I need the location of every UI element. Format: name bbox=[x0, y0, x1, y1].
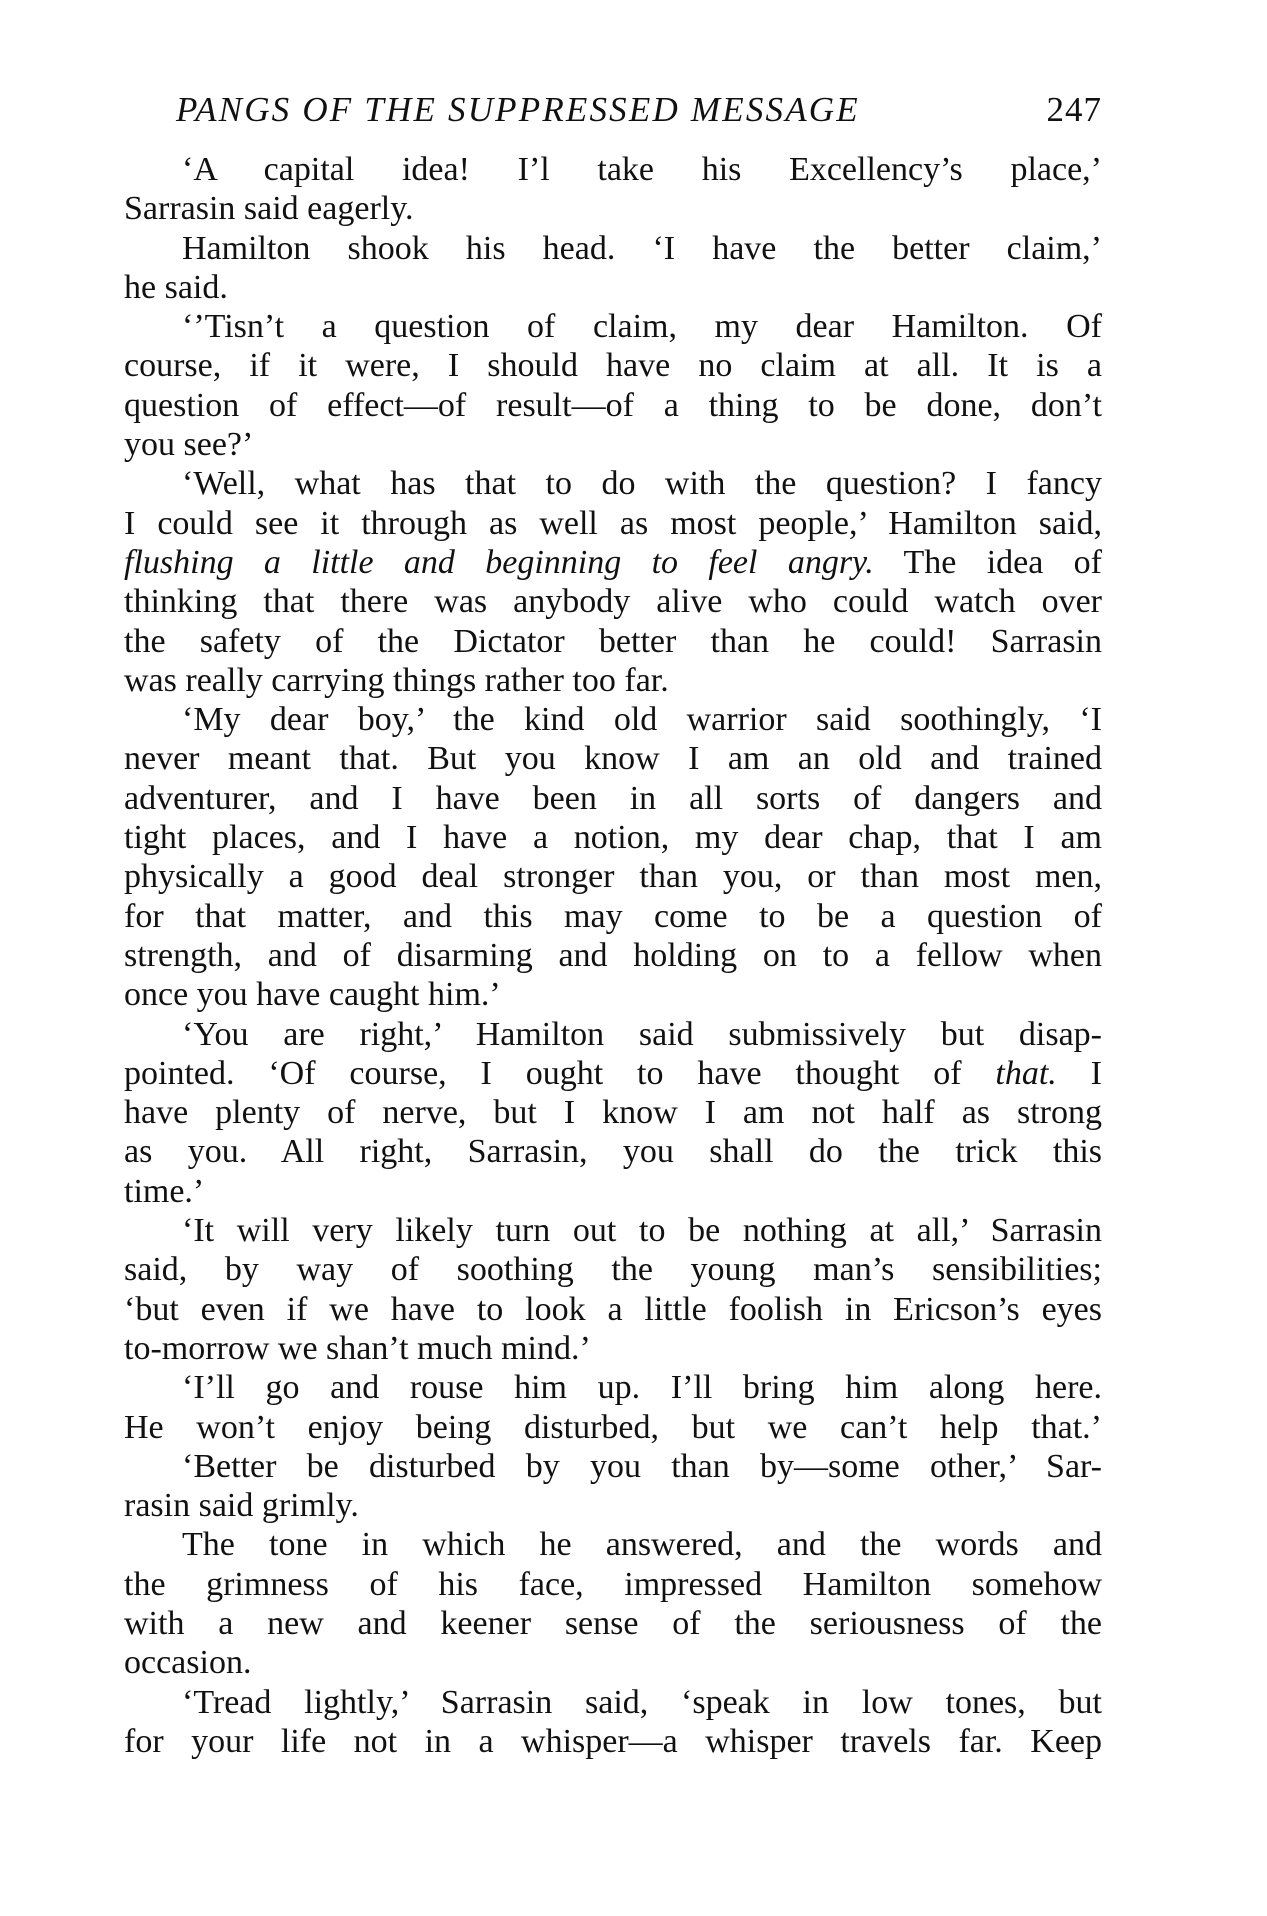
text-line: strength, and of disarming and holding on to a fellow when bbox=[124, 936, 1102, 974]
body-text bbox=[124, 150, 1102, 1761]
text-line: rasin said grimly. bbox=[124, 1487, 359, 1525]
text-run: The idea of bbox=[873, 543, 1102, 581]
text-line: question of effect—of result—of a thing to be done, don’t bbox=[124, 386, 1102, 424]
text-line: ‘I’ll go and rouse him up. I’ll bring him along here. bbox=[182, 1369, 1102, 1407]
text-line: adventurer, and I have been in all sorts of dangers and bbox=[124, 779, 1102, 817]
text-line: ‘Tread lightly,’ Sarrasin said, ‘speak in low tones, but bbox=[182, 1683, 1102, 1721]
text-line: Sarrasin said eagerly. bbox=[124, 190, 414, 228]
text-line: The tone in which he answered, and the words and bbox=[182, 1526, 1102, 1564]
page-header bbox=[176, 88, 1102, 132]
text-line: ‘Better be disturbed by you than by—some other,’ Sar- bbox=[182, 1447, 1102, 1485]
italic-text: flushing a little and beginning to feel angry. bbox=[124, 543, 874, 581]
text-line: ‘You are right,’ Hamilton said submissively but disap- bbox=[182, 1015, 1102, 1053]
text-line: ‘Well, what has that to do with the question? I fancy bbox=[182, 465, 1102, 503]
text-line: course, if it were, I should have no claim at all. It is a bbox=[124, 347, 1102, 385]
text-line: He won’t enjoy being disturbed, but we can’t help that.’ bbox=[124, 1408, 1102, 1446]
text-line: as you. All right, Sarrasin, you shall do the trick this bbox=[124, 1133, 1102, 1171]
text-line: the grimness of his face, impressed Hamilton somehow bbox=[124, 1565, 1102, 1603]
text-line: time.’ bbox=[124, 1172, 205, 1210]
italic-text: that. bbox=[995, 1054, 1057, 1092]
text-line bbox=[124, 543, 1102, 582]
text-line: ‘but even if we have to look a little foolish in Ericson’s eyes bbox=[124, 1290, 1102, 1328]
text-line: thinking that there was anybody alive who could watch over bbox=[124, 583, 1102, 621]
text-line: occasion. bbox=[124, 1644, 252, 1682]
text-run: I bbox=[1056, 1054, 1102, 1092]
text-run: pointed. ‘Of course, I ought to have thought of bbox=[124, 1054, 996, 1092]
text-line: ‘A capital idea! I’l take his Excellency’s place,’ bbox=[182, 151, 1102, 188]
text-line: was really carrying things rather too far. bbox=[124, 661, 669, 699]
text-line: for your life not in a whisper—a whisper travels far. Keep bbox=[124, 1722, 1102, 1760]
text-line: he said. bbox=[124, 268, 228, 306]
running-head: PANGS OF THE SUPPRESSED MESSAGE bbox=[176, 90, 860, 129]
text-line: said, by way of soothing the young man’s sensibilities; bbox=[124, 1251, 1102, 1289]
text-line: tight places, and I have a notion, my dear chap, that I am bbox=[124, 819, 1102, 857]
text-line: I could see it through as well as most people,’ Hamilton said, bbox=[124, 504, 1102, 542]
text-line: with a new and keener sense of the seriousness of the bbox=[124, 1604, 1102, 1642]
page-number: 247 bbox=[1046, 90, 1102, 129]
text-line: have plenty of nerve, but I know I am not half as strong bbox=[124, 1094, 1102, 1132]
text-line: ‘It will very likely turn out to be nothing at all,’ Sarrasin bbox=[182, 1212, 1102, 1250]
text-line: Hamilton shook his head. ‘I have the better claim,’ bbox=[182, 229, 1102, 267]
text-line: ‘My dear boy,’ the kind old warrior said soothingly, ‘I bbox=[182, 701, 1102, 739]
text-line: never meant that. But you know I am an old and trained bbox=[124, 740, 1102, 778]
text-line: to-morrow we shan’t much mind.’ bbox=[124, 1329, 591, 1367]
text-line: physically a good deal stronger than you, or than most men, bbox=[124, 858, 1102, 896]
text-line bbox=[124, 1054, 1102, 1093]
text-line: for that matter, and this may come to be a question of bbox=[124, 897, 1102, 935]
text-line: you see?’ bbox=[124, 426, 254, 464]
text-line: ‘’Tisn’t a question of claim, my dear Hamilton. Of bbox=[182, 308, 1102, 346]
text-line: once you have caught him.’ bbox=[124, 976, 501, 1014]
text-line: the safety of the Dictator better than he could! Sarrasin bbox=[124, 622, 1102, 660]
